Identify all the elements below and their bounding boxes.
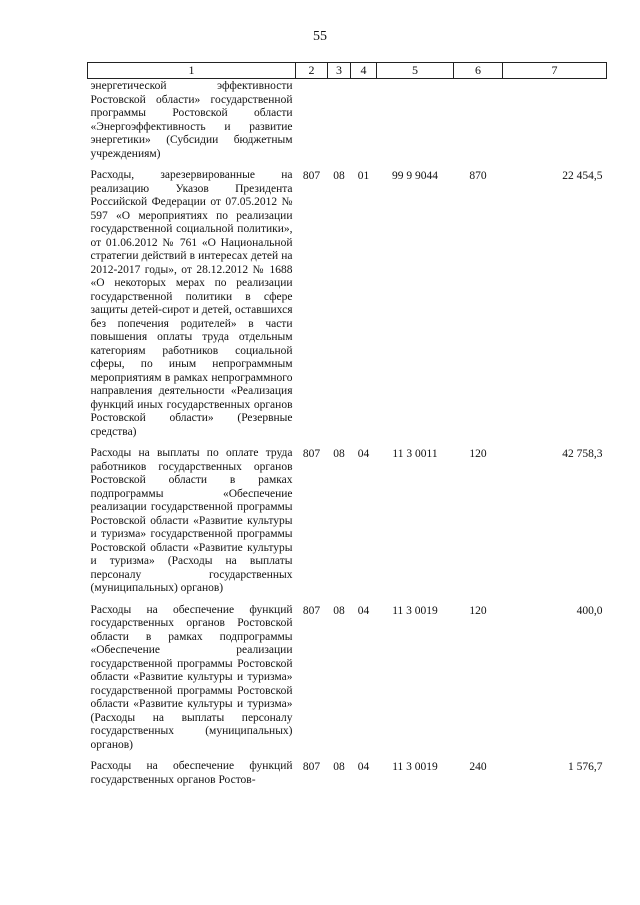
row-ministry [296, 79, 328, 170]
table-header-row [88, 63, 607, 79]
row-target: 11 3 0019 [392, 761, 438, 773]
row-description: Расходы на обеспечение функций государственных органов Ростов- [90, 760, 293, 786]
row-target: 99 9 9044 [392, 170, 438, 182]
row-subsection: 01 [357, 170, 370, 182]
row-subsection: 04 [357, 448, 370, 460]
table-row [88, 447, 607, 604]
row-description: энергетической эффективности Ростовской области» государственной программы Ростовской области «Энергоэффективность и развитие энергетики» (Субсидии бюджетным учреждениям) [90, 80, 293, 160]
column-header-subsection: 4 [351, 63, 377, 79]
table-row [88, 79, 607, 170]
row-ministry: 807 [302, 604, 321, 617]
page-number: 55 [313, 29, 327, 44]
row-description: Расходы на выплаты по оплате труда работников государственных органов Ростовской области в рамках подпрограммы «Обеспечение реализации государственной программы Ростовской области «Развитие культуры и туризма» государственной программы Ростовской области «Развитие культуры и туризма» (Расходы на выплаты персоналу государственных (муниципальных) органов) [90, 447, 293, 594]
row-description: Расходы на обеспечение функций государственных органов Ростовской области в рамках подпрограммы «Обеспечение реализации государственной программы Ростовской области «Развитие культуры и туризма» государственной программы Ростовской области «Развитие культуры и туризма» (Расходы на выплаты персоналу государственных (муниципальных) органов) [90, 603, 293, 751]
row-subsection: 04 [357, 604, 370, 617]
table-row [88, 760, 607, 795]
row-expense-type: 120 [469, 448, 487, 460]
row-amount: 22 454,5 [562, 170, 603, 182]
row-description: Расходы, зарезервированные на реализацию Указов Президента Российской Федерации от 07.05.2012 № 597 «О мероприятиях по реализации государственной социальной политики», от 01.06.2012 № 761 «О Национальной стратегии действий в интересах детей на 2012-2017 годы», от 28.12.2012 № 1688 «О некоторых мерах по реализации государственной политики в сфере защиты детей-сирот и детей, оставшихся без попечения родителей» в части повышения оплаты труда отдельным категориям работников социальной сферы, по иным непрограммным мероприятиям в рамках непрограммного направления деятельности «Реализация функций иных государственных органов Ростовской области» (Резервные средства) [90, 169, 293, 438]
row-section: 08 [333, 170, 345, 182]
row-subsection: 04 [357, 761, 370, 773]
row-target: 11 3 0011 [392, 448, 438, 460]
column-header-ministry: 2 [296, 63, 328, 79]
row-expense-type: 120 [469, 604, 487, 617]
table-row [88, 604, 607, 761]
row-ministry: 807 [302, 761, 321, 773]
row-expense-type [454, 79, 503, 170]
column-header-expense-type: 6 [454, 63, 503, 79]
column-header-target: 5 [377, 63, 454, 79]
row-amount: 42 758,3 [562, 448, 603, 460]
row-ministry: 807 [302, 448, 321, 460]
row-amount [503, 79, 607, 170]
row-amount: 400,0 [576, 604, 603, 617]
row-amount: 1 576,7 [568, 761, 603, 773]
row-target [377, 79, 454, 170]
column-header-section: 3 [328, 63, 351, 79]
row-section [328, 79, 351, 170]
column-header-description: 1 [88, 63, 296, 79]
row-ministry: 807 [302, 170, 321, 182]
row-section: 08 [333, 604, 345, 617]
column-header-amount: 7 [503, 63, 607, 79]
row-target: 11 3 0019 [392, 604, 438, 617]
row-expense-type: 240 [469, 761, 487, 773]
row-section: 08 [333, 448, 345, 460]
row-section: 08 [333, 761, 345, 773]
table-row [88, 169, 607, 447]
row-subsection [351, 79, 377, 170]
row-expense-type: 870 [469, 170, 487, 182]
budget-table [87, 62, 607, 795]
